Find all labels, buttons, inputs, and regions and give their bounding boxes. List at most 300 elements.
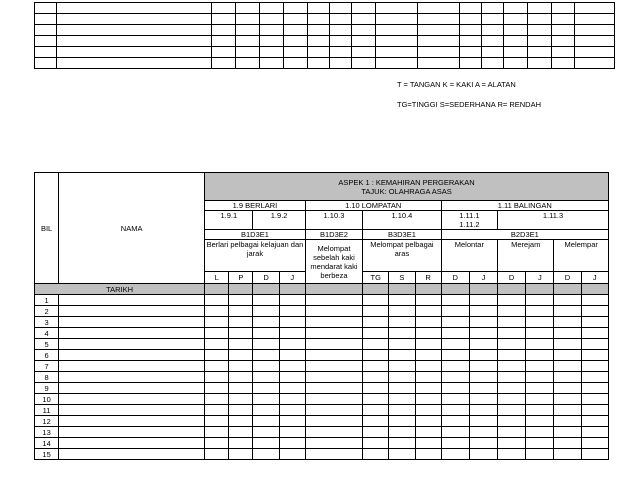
score-cell[interactable] <box>305 427 362 438</box>
top-table-cell <box>236 36 260 47</box>
score-cell[interactable] <box>469 317 497 328</box>
top-table-cell <box>260 47 284 58</box>
score-cell[interactable] <box>279 339 305 350</box>
score-cell[interactable] <box>469 361 497 372</box>
score-cell[interactable] <box>469 350 497 361</box>
score-cell[interactable] <box>229 350 253 361</box>
top-table-cell <box>418 14 460 25</box>
score-cell[interactable] <box>469 339 497 350</box>
score-cell[interactable] <box>389 317 415 328</box>
score-cell[interactable] <box>305 394 362 405</box>
score-cell[interactable] <box>363 449 389 460</box>
score-cell[interactable] <box>469 306 497 317</box>
top-table-cell <box>57 58 212 69</box>
score-cell[interactable] <box>279 328 305 339</box>
score-cell[interactable] <box>279 295 305 306</box>
score-cell[interactable] <box>205 295 229 306</box>
score-cell[interactable] <box>253 361 279 372</box>
score-cell[interactable] <box>441 449 469 460</box>
student-name-cell[interactable] <box>59 350 205 361</box>
score-cell[interactable] <box>229 295 253 306</box>
score-cell[interactable] <box>554 361 581 372</box>
score-cell[interactable] <box>526 328 554 339</box>
score-cell[interactable] <box>554 416 581 427</box>
score-cell[interactable] <box>253 350 279 361</box>
score-cell[interactable] <box>389 328 415 339</box>
top-table-cell <box>35 25 57 36</box>
score-cell[interactable] <box>305 438 362 449</box>
student-name-cell[interactable] <box>59 361 205 372</box>
score-cell[interactable] <box>363 361 389 372</box>
score-cell[interactable] <box>415 449 441 460</box>
tarikh-cell <box>229 284 253 295</box>
score-cell[interactable] <box>581 383 608 394</box>
score-cell[interactable] <box>279 350 305 361</box>
score-cell[interactable] <box>581 405 608 416</box>
score-cell[interactable] <box>469 405 497 416</box>
student-name-cell[interactable] <box>59 427 205 438</box>
score-cell[interactable] <box>205 383 229 394</box>
score-cell[interactable] <box>554 449 581 460</box>
top-table-cell <box>352 47 376 58</box>
score-cell[interactable] <box>389 394 415 405</box>
score-cell[interactable] <box>279 416 305 427</box>
score-cell[interactable] <box>581 394 608 405</box>
score-cell[interactable] <box>526 339 554 350</box>
score-cell[interactable] <box>554 339 581 350</box>
score-cell[interactable] <box>526 449 554 460</box>
score-cell[interactable] <box>305 361 362 372</box>
score-cell[interactable] <box>205 405 229 416</box>
top-table-cell <box>352 14 376 25</box>
score-cell[interactable] <box>305 339 362 350</box>
score-cell[interactable] <box>205 317 229 328</box>
score-cell[interactable] <box>205 361 229 372</box>
student-name-cell[interactable] <box>59 438 205 449</box>
score-cell[interactable] <box>305 383 362 394</box>
top-table-cell <box>212 25 236 36</box>
score-cell[interactable] <box>441 416 469 427</box>
score-cell[interactable] <box>363 328 389 339</box>
score-cell[interactable] <box>498 372 526 383</box>
score-cell[interactable] <box>279 306 305 317</box>
score-cell[interactable] <box>389 427 415 438</box>
score-cell[interactable] <box>253 372 279 383</box>
top-table-cell <box>57 14 212 25</box>
score-cell[interactable] <box>554 405 581 416</box>
score-cell[interactable] <box>554 295 581 306</box>
score-cell[interactable] <box>205 350 229 361</box>
score-cell[interactable] <box>229 306 253 317</box>
score-cell[interactable] <box>279 317 305 328</box>
top-table-cell <box>482 58 504 69</box>
score-cell[interactable] <box>229 394 253 405</box>
row-number: 5 <box>35 339 59 350</box>
score-cell[interactable] <box>305 449 362 460</box>
score-cell[interactable] <box>469 449 497 460</box>
score-cell[interactable] <box>498 339 526 350</box>
score-cell[interactable] <box>363 295 389 306</box>
score-cell[interactable] <box>363 317 389 328</box>
score-cell[interactable] <box>279 383 305 394</box>
score-cell[interactable] <box>498 361 526 372</box>
score-cell[interactable] <box>229 416 253 427</box>
score-cell[interactable] <box>253 405 279 416</box>
score-cell[interactable] <box>554 372 581 383</box>
score-cell[interactable] <box>441 295 469 306</box>
score-cell[interactable] <box>526 317 554 328</box>
sub-S: S <box>389 272 415 284</box>
score-cell[interactable] <box>305 350 362 361</box>
score-cell[interactable] <box>205 427 229 438</box>
score-cell[interactable] <box>305 372 362 383</box>
score-cell[interactable] <box>205 306 229 317</box>
score-cell[interactable] <box>469 394 497 405</box>
score-cell[interactable] <box>305 416 362 427</box>
score-cell[interactable] <box>441 361 469 372</box>
score-cell[interactable] <box>363 416 389 427</box>
score-cell[interactable] <box>415 427 441 438</box>
score-cell[interactable] <box>279 405 305 416</box>
score-cell[interactable] <box>441 339 469 350</box>
score-cell[interactable] <box>205 339 229 350</box>
score-cell[interactable] <box>205 438 229 449</box>
score-cell[interactable] <box>205 328 229 339</box>
score-cell[interactable] <box>253 394 279 405</box>
top-table-cell <box>236 47 260 58</box>
score-cell[interactable] <box>415 317 441 328</box>
score-cell[interactable] <box>415 306 441 317</box>
top-table-cell <box>236 3 260 14</box>
code-1-11-3: 1.11.3 <box>498 211 609 230</box>
top-table-cell <box>418 3 460 14</box>
section-balingan: 1.11 BALINGAN <box>441 201 608 211</box>
top-table-cell <box>482 25 504 36</box>
score-cell[interactable] <box>389 306 415 317</box>
top-table-cell <box>528 14 552 25</box>
score-cell[interactable] <box>581 328 608 339</box>
score-cell[interactable] <box>229 317 253 328</box>
score-cell[interactable] <box>581 372 608 383</box>
aspek-header <box>205 173 609 201</box>
tarikh-label: TARIKH <box>35 284 205 295</box>
score-cell[interactable] <box>526 405 554 416</box>
top-table-cell <box>552 58 575 69</box>
score-cell[interactable] <box>253 317 279 328</box>
score-cell[interactable] <box>229 438 253 449</box>
score-cell[interactable] <box>441 394 469 405</box>
row-number: 4 <box>35 328 59 339</box>
score-cell[interactable] <box>279 449 305 460</box>
code-1-11-1-label: 1.11.1 <box>459 211 480 220</box>
score-cell[interactable] <box>253 306 279 317</box>
score-cell[interactable] <box>581 317 608 328</box>
score-cell[interactable] <box>554 350 581 361</box>
score-cell[interactable] <box>581 339 608 350</box>
score-cell[interactable] <box>279 427 305 438</box>
top-table-cell <box>330 3 352 14</box>
score-cell[interactable] <box>389 361 415 372</box>
top-table-cell <box>504 25 528 36</box>
score-cell[interactable] <box>253 295 279 306</box>
score-cell[interactable] <box>229 361 253 372</box>
score-cell[interactable] <box>498 394 526 405</box>
score-cell[interactable] <box>389 295 415 306</box>
score-cell[interactable] <box>253 383 279 394</box>
top-table-cell <box>352 3 376 14</box>
score-cell[interactable] <box>441 405 469 416</box>
score-cell[interactable] <box>469 295 497 306</box>
top-table-cell <box>308 58 330 69</box>
score-cell[interactable] <box>441 438 469 449</box>
sub-D: D <box>253 272 279 284</box>
score-cell[interactable] <box>229 339 253 350</box>
score-cell[interactable] <box>229 372 253 383</box>
top-table-cell <box>482 47 504 58</box>
score-cell[interactable] <box>469 416 497 427</box>
score-cell[interactable] <box>279 438 305 449</box>
score-cell[interactable] <box>363 438 389 449</box>
score-cell[interactable] <box>498 306 526 317</box>
score-cell[interactable] <box>253 416 279 427</box>
score-cell[interactable] <box>581 361 608 372</box>
top-table-row <box>35 14 615 25</box>
score-cell[interactable] <box>305 317 362 328</box>
row-number: 15 <box>35 449 59 460</box>
score-cell[interactable] <box>526 295 554 306</box>
score-cell[interactable] <box>526 438 554 449</box>
score-cell[interactable] <box>554 328 581 339</box>
score-cell[interactable] <box>415 295 441 306</box>
row-number: 7 <box>35 361 59 372</box>
score-cell[interactable] <box>498 383 526 394</box>
score-cell[interactable] <box>415 405 441 416</box>
student-name-cell[interactable] <box>59 383 205 394</box>
score-cell[interactable] <box>554 306 581 317</box>
top-table-cell <box>376 25 418 36</box>
assessment-table <box>34 172 609 460</box>
score-cell[interactable] <box>305 295 362 306</box>
student-name-cell[interactable] <box>59 394 205 405</box>
score-cell[interactable] <box>415 350 441 361</box>
score-cell[interactable] <box>554 427 581 438</box>
score-cell[interactable] <box>229 383 253 394</box>
score-cell[interactable] <box>363 350 389 361</box>
score-cell[interactable] <box>581 295 608 306</box>
top-table-cell <box>35 36 57 47</box>
score-cell[interactable] <box>363 306 389 317</box>
score-cell[interactable] <box>441 328 469 339</box>
score-cell[interactable] <box>498 449 526 460</box>
sub-P: P <box>229 272 253 284</box>
score-cell[interactable] <box>229 405 253 416</box>
top-table-cell <box>308 3 330 14</box>
score-cell[interactable] <box>305 306 362 317</box>
score-cell[interactable] <box>205 394 229 405</box>
standard-b2d3e1: B2D3E1 <box>441 230 608 240</box>
score-cell[interactable] <box>389 449 415 460</box>
score-cell[interactable] <box>526 350 554 361</box>
student-name-cell[interactable] <box>59 372 205 383</box>
top-table-cell <box>260 58 284 69</box>
score-cell[interactable] <box>363 372 389 383</box>
score-cell[interactable] <box>363 394 389 405</box>
student-name-cell[interactable] <box>59 295 205 306</box>
score-cell[interactable] <box>498 295 526 306</box>
top-table-cell <box>575 58 615 69</box>
score-cell[interactable] <box>441 372 469 383</box>
score-cell[interactable] <box>441 350 469 361</box>
score-cell[interactable] <box>279 361 305 372</box>
top-partial-table <box>34 2 615 69</box>
score-cell[interactable] <box>581 416 608 427</box>
score-cell[interactable] <box>526 427 554 438</box>
score-cell[interactable] <box>581 350 608 361</box>
score-cell[interactable] <box>554 438 581 449</box>
score-cell[interactable] <box>253 438 279 449</box>
score-cell[interactable] <box>415 438 441 449</box>
score-cell[interactable] <box>363 383 389 394</box>
top-table-cell <box>236 58 260 69</box>
score-cell[interactable] <box>469 383 497 394</box>
top-table-cell <box>460 36 482 47</box>
student-name-cell[interactable] <box>59 449 205 460</box>
student-name-cell[interactable] <box>59 405 205 416</box>
top-table-cell <box>284 25 308 36</box>
top-table-cell <box>35 3 57 14</box>
top-table-cell <box>528 3 552 14</box>
score-cell[interactable] <box>305 328 362 339</box>
score-cell[interactable] <box>389 438 415 449</box>
score-cell[interactable] <box>498 405 526 416</box>
score-cell[interactable] <box>279 372 305 383</box>
score-cell[interactable] <box>526 383 554 394</box>
score-cell[interactable] <box>229 328 253 339</box>
score-cell[interactable] <box>253 328 279 339</box>
student-name-cell[interactable] <box>59 339 205 350</box>
score-cell[interactable] <box>554 383 581 394</box>
score-cell[interactable] <box>554 317 581 328</box>
score-cell[interactable] <box>469 328 497 339</box>
score-cell[interactable] <box>498 416 526 427</box>
score-cell[interactable] <box>441 306 469 317</box>
score-cell[interactable] <box>581 306 608 317</box>
sub-merejam-J: J <box>526 272 554 284</box>
code-1-9-2: 1.9.2 <box>253 211 305 230</box>
top-table-cell <box>482 3 504 14</box>
top-table-cell <box>330 25 352 36</box>
bil-header: BIL <box>35 173 59 284</box>
score-cell[interactable] <box>469 372 497 383</box>
tarikh-cell <box>526 284 554 295</box>
top-table-cell <box>376 36 418 47</box>
score-cell[interactable] <box>498 438 526 449</box>
score-cell[interactable] <box>305 405 362 416</box>
top-table-cell <box>57 36 212 47</box>
score-cell[interactable] <box>581 427 608 438</box>
score-cell[interactable] <box>363 427 389 438</box>
score-cell[interactable] <box>279 394 305 405</box>
tarikh-cell <box>469 284 497 295</box>
score-cell[interactable] <box>526 361 554 372</box>
score-cell[interactable] <box>498 317 526 328</box>
score-cell[interactable] <box>389 416 415 427</box>
score-cell[interactable] <box>415 416 441 427</box>
score-cell[interactable] <box>498 328 526 339</box>
top-table-cell <box>236 14 260 25</box>
top-table-cell <box>308 14 330 25</box>
score-cell[interactable] <box>415 394 441 405</box>
score-cell[interactable] <box>415 383 441 394</box>
score-cell[interactable] <box>389 405 415 416</box>
score-cell[interactable] <box>441 317 469 328</box>
top-table-cell <box>575 25 615 36</box>
top-table-cell <box>528 36 552 47</box>
student-name-cell[interactable] <box>59 328 205 339</box>
row-number: 11 <box>35 405 59 416</box>
top-table-cell <box>482 14 504 25</box>
score-cell[interactable] <box>581 449 608 460</box>
score-cell[interactable] <box>415 361 441 372</box>
score-cell[interactable] <box>389 372 415 383</box>
score-cell[interactable] <box>389 383 415 394</box>
student-name-cell[interactable] <box>59 317 205 328</box>
top-table-cell <box>284 36 308 47</box>
score-cell[interactable] <box>253 449 279 460</box>
score-cell[interactable] <box>253 339 279 350</box>
top-table-cell <box>528 47 552 58</box>
tarikh-cell <box>554 284 581 295</box>
score-cell[interactable] <box>581 438 608 449</box>
top-table-cell <box>482 36 504 47</box>
sub-melempar-J: J <box>581 272 608 284</box>
score-cell[interactable] <box>415 339 441 350</box>
student-name-cell[interactable] <box>59 306 205 317</box>
score-cell[interactable] <box>205 372 229 383</box>
score-cell[interactable] <box>229 449 253 460</box>
score-cell[interactable] <box>441 427 469 438</box>
score-cell[interactable] <box>205 449 229 460</box>
student-row <box>35 438 609 449</box>
student-row <box>35 339 609 350</box>
top-table-cell <box>57 25 212 36</box>
top-table-cell <box>418 36 460 47</box>
score-cell[interactable] <box>229 427 253 438</box>
score-cell[interactable] <box>415 328 441 339</box>
score-cell[interactable] <box>554 394 581 405</box>
score-cell[interactable] <box>498 427 526 438</box>
student-name-cell[interactable] <box>59 416 205 427</box>
score-cell[interactable] <box>415 372 441 383</box>
score-cell[interactable] <box>498 350 526 361</box>
top-table-cell <box>284 14 308 25</box>
score-cell[interactable] <box>526 306 554 317</box>
score-cell[interactable] <box>526 416 554 427</box>
score-cell[interactable] <box>205 416 229 427</box>
score-cell[interactable] <box>363 405 389 416</box>
tarikh-cell <box>253 284 279 295</box>
score-cell[interactable] <box>253 427 279 438</box>
score-cell[interactable] <box>526 394 554 405</box>
score-cell[interactable] <box>526 372 554 383</box>
score-cell[interactable] <box>469 427 497 438</box>
score-cell[interactable] <box>469 438 497 449</box>
score-cell[interactable] <box>389 350 415 361</box>
score-cell[interactable] <box>363 339 389 350</box>
row-number: 6 <box>35 350 59 361</box>
score-cell[interactable] <box>441 383 469 394</box>
score-cell[interactable] <box>389 339 415 350</box>
